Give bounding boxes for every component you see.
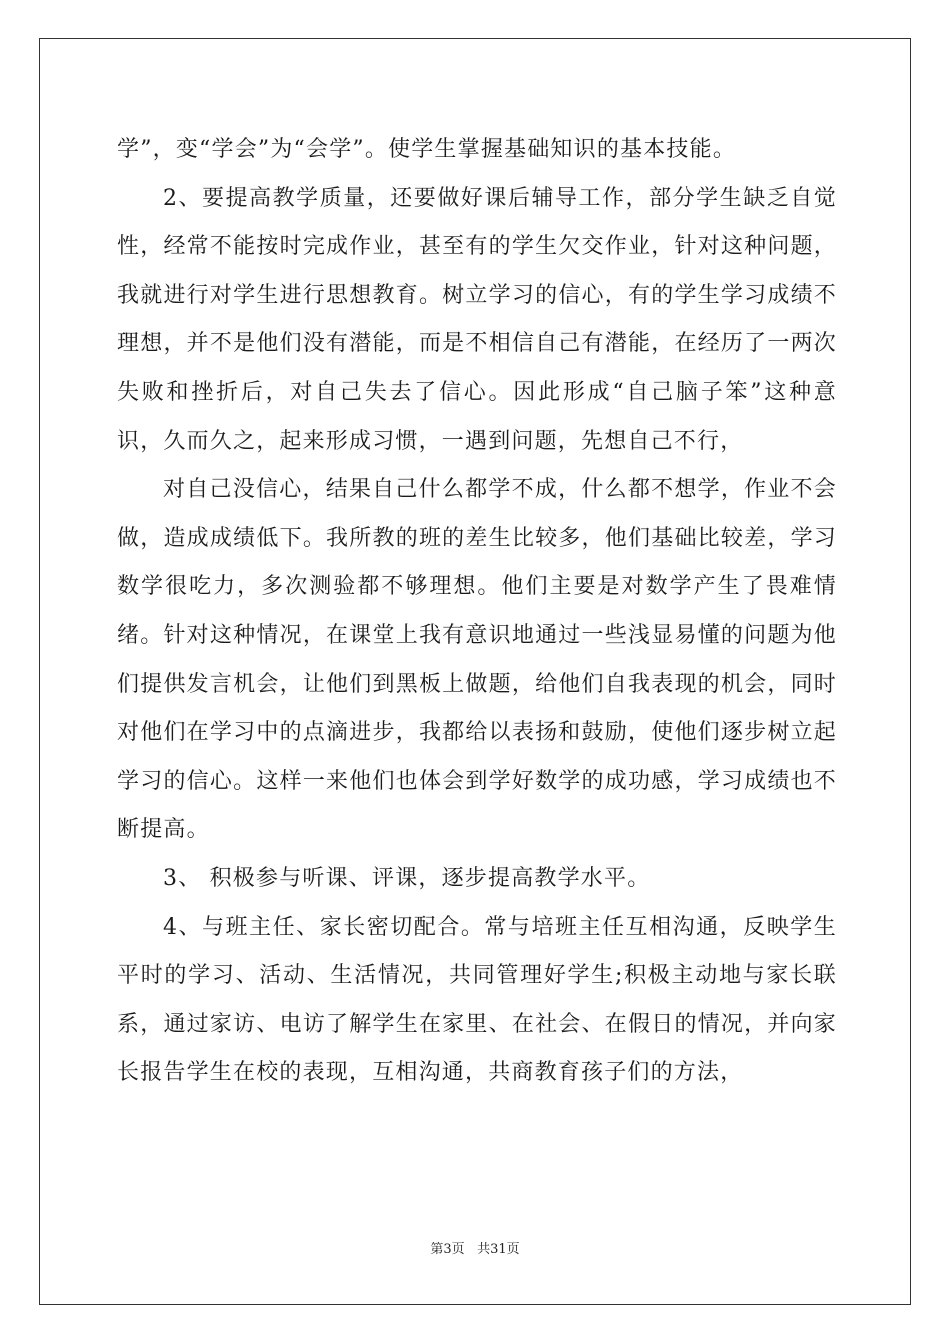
- page-footer: [0, 1238, 950, 1257]
- paragraph-1: 学”，变“学会”为“会学”。使学生掌握基础知识的基本技能。: [117, 137, 737, 162]
- document-body: [117, 126, 837, 1098]
- page-total: 共31页: [477, 1242, 520, 1257]
- paragraph-4: 3、 积极参与听课、评课，逐步提高教学水平。: [163, 865, 651, 891]
- paragraph-3: 对自己没信心，结果自己什么都学不成，什么都不想学，作业不会做，造成成绩低下。我所教的班的差生比较多，他们基础比较差，学习数学很吃力，多次测验都不够理想。他们主要是对数学产生了畏难情绪。针对这种情况，在课堂上我有意识地通过一些浅显易懂的问题为他们提供发言机会，让他们到黑板上做题，给他们自我表现的机会，同时对他们在学习中的点滴进步，我都给以表扬和鼓励，使他们逐步树立起学习的信心。这样一来他们也体会到学好数学的成功感，学习成绩也不断提高。: [117, 477, 837, 843]
- page-number: 第3页: [430, 1242, 465, 1257]
- paragraph-5: 4、与班主任、家长密切配合。常与培班主任互相沟通，反映学生平时的学习、活动、生活情况，共同管理好学生;积极主动地与家长联系，通过家访、电访了解学生在家里、在社会、在假日的情况，并向家长报告学生在校的表现，互相沟通，共商教育孩子们的方法，: [117, 914, 837, 1086]
- paragraph-2: 2、要提高教学质量，还要做好课后辅导工作，部分学生缺乏自觉性，经常不能按时完成作业，甚至有的学生欠交作业，针对这种问题，我就进行对学生进行思想教育。树立学习的信心，有的学生学习成绩不理想，并不是他们没有潜能，而是不相信自己有潜能，在经历了一两次失败和挫折后，对自己失去了信心。因此形成“自己脑子笨”这种意识，久而久之，起来形成习惯，一遇到问题，先想自己不行，: [117, 185, 837, 454]
